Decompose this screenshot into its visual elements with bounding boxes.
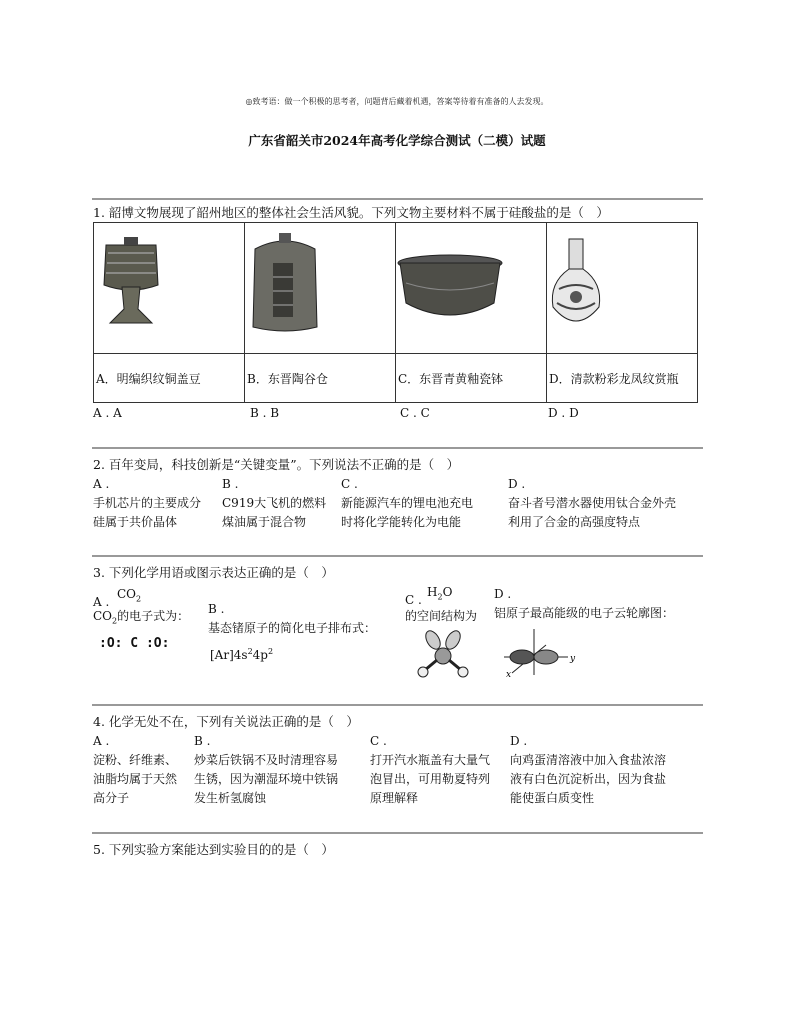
formula-subscript: 2 bbox=[136, 594, 142, 604]
option-text: 时将化学能转化为电能 bbox=[341, 515, 462, 529]
option-letter: A . bbox=[93, 595, 110, 609]
divider bbox=[92, 447, 703, 449]
option-text: 液有白色沉淀析出，因为食盐 bbox=[510, 772, 667, 786]
option-text: 利用了合金的高强度特点 bbox=[508, 515, 641, 529]
divider bbox=[92, 198, 703, 200]
choice-d[interactable]: D . D bbox=[548, 406, 579, 420]
axis-label-y: y bbox=[570, 654, 576, 664]
bronze-vessel-icon bbox=[94, 223, 244, 353]
electron-dot-formula: :O: C :O: bbox=[99, 636, 170, 652]
page-title: 广东省韶关市2024年高考化学综合测试（二模）试题 bbox=[248, 133, 546, 148]
caption-d: D．清款粉彩龙凤纹赏瓶 bbox=[547, 354, 698, 403]
option-c[interactable] bbox=[370, 732, 510, 808]
option-text: 发生析氢腐蚀 bbox=[194, 791, 267, 805]
option-text: 泡冒出，可用勒夏特列 bbox=[370, 772, 491, 786]
option-text: 能使蛋白质变性 bbox=[510, 791, 595, 805]
artifact-image-a bbox=[94, 223, 245, 354]
option-letter: A . bbox=[93, 477, 110, 491]
porcelain-bowl-icon bbox=[396, 223, 546, 353]
formula bbox=[427, 583, 452, 606]
choice-a[interactable]: A . A bbox=[93, 406, 122, 420]
option-b[interactable] bbox=[222, 475, 337, 532]
p-orbital-icon bbox=[498, 625, 578, 680]
option-c[interactable] bbox=[405, 583, 490, 678]
water-molecule-icon bbox=[415, 628, 475, 678]
option-text-part: 的电子式为： bbox=[117, 609, 190, 623]
divider bbox=[92, 704, 703, 706]
electron-configuration bbox=[210, 642, 398, 665]
question-2-stem: 2. 百年变局，科技创新是“关键变量”。下列说法不正确的是（ ） bbox=[93, 457, 460, 472]
option-text: 铝原子最高能级的电子云轮廓图： bbox=[494, 606, 675, 620]
option-b[interactable] bbox=[208, 600, 398, 665]
choice-b[interactable]: B . B bbox=[250, 406, 280, 420]
config-superscript: 2 bbox=[267, 647, 274, 656]
option-letter: C . bbox=[341, 477, 358, 491]
option-a[interactable] bbox=[93, 475, 213, 532]
option-text: 打开汽水瓶盖有大量气 bbox=[370, 753, 491, 767]
option-text: 油脂均属于天然 bbox=[93, 772, 178, 786]
option-text: 煤油属于混合物 bbox=[222, 515, 307, 529]
option-letter: C . bbox=[405, 593, 422, 607]
artifact-image-b bbox=[245, 223, 396, 354]
divider bbox=[92, 832, 703, 834]
divider bbox=[92, 555, 703, 557]
option-text: 生锈，因为潮湿环境中铁锅 bbox=[194, 772, 339, 786]
question-1-stem: 1. 韶博文物展现了韶州地区的整体社会生活风貌。下列文物主要材料不属于硅酸盐的是（ ） bbox=[93, 205, 609, 220]
formula-subscript: 2 bbox=[437, 592, 443, 602]
option-c[interactable] bbox=[341, 475, 501, 532]
option-text: 高分子 bbox=[93, 791, 130, 805]
caption-b: B．东晋陶谷仓 bbox=[245, 354, 396, 403]
option-text-part: CO bbox=[93, 609, 113, 623]
question-1-table bbox=[93, 222, 698, 403]
option-text: 基态锗原子的简化电子排布式： bbox=[208, 621, 377, 635]
question-3-stem: 3. 下列化学用语或图示表达正确的是（ ） bbox=[93, 565, 334, 580]
caption-a: A．明编织纹铜盖豆 bbox=[94, 354, 245, 403]
option-text: 向鸡蛋清溶液中加入食盐浓溶 bbox=[510, 753, 667, 767]
option-letter: D . bbox=[510, 734, 528, 748]
formula-text: CO bbox=[117, 587, 137, 601]
option-text: 硅属于共价晶体 bbox=[93, 515, 178, 529]
option-text: 炒菜后铁锅不及时清理容易 bbox=[194, 753, 339, 767]
caption-c: C．东晋青黄釉瓷钵 bbox=[396, 354, 547, 403]
question-5-stem: 5. 下列实验方案能达到实验目的的是（ ） bbox=[93, 842, 334, 857]
motto: ◎致考语：做一个积极的思考者，问题背后藏着机遇，答案等待着有准备的人去发现。 bbox=[245, 97, 549, 106]
config-superscript: 2 bbox=[247, 647, 253, 656]
option-text: 原理解释 bbox=[370, 791, 419, 805]
option-letter: D . bbox=[494, 587, 512, 601]
option-d[interactable] bbox=[494, 585, 704, 680]
option-letter: D . bbox=[508, 477, 526, 491]
formula-text: O bbox=[442, 585, 453, 599]
axis-label-x: x bbox=[506, 670, 512, 680]
option-letter: C . bbox=[370, 734, 387, 748]
config-text: 4p bbox=[252, 648, 268, 662]
option-letter: A . bbox=[93, 734, 110, 748]
option-text: 的空间结构为 bbox=[405, 609, 478, 623]
option-text: C919大飞机的燃料 bbox=[222, 496, 327, 510]
config-text: [Ar]4s bbox=[210, 648, 248, 662]
option-d[interactable] bbox=[510, 732, 704, 808]
formula-text: H bbox=[427, 585, 438, 599]
option-a[interactable] bbox=[93, 732, 193, 808]
option-b[interactable] bbox=[194, 732, 364, 808]
option-text: 新能源汽车的锂电池充电 bbox=[341, 496, 474, 510]
option-text: 手机芯片的主要成分 bbox=[93, 496, 202, 510]
option-text: 淀粉、纤维素、 bbox=[93, 753, 178, 767]
option-letter: B . bbox=[194, 734, 211, 748]
formula bbox=[117, 585, 141, 608]
option-d[interactable] bbox=[508, 475, 703, 532]
question-4-stem: 4. 化学无处不在，下列有关说法正确的是（ ） bbox=[93, 714, 359, 729]
vase-icon bbox=[547, 223, 697, 353]
pottery-granary-icon bbox=[245, 223, 395, 353]
option-text bbox=[93, 607, 203, 630]
option-letter: B . bbox=[208, 602, 225, 616]
artifact-image-d bbox=[547, 223, 698, 354]
option-a[interactable] bbox=[93, 585, 203, 653]
artifact-image-c bbox=[396, 223, 547, 354]
option-subscript: 2 bbox=[112, 616, 118, 626]
option-letter: B . bbox=[222, 477, 239, 491]
option-text: 奋斗者号潜水器使用钛合金外壳 bbox=[508, 496, 677, 510]
choice-c[interactable]: C . C bbox=[400, 406, 430, 420]
